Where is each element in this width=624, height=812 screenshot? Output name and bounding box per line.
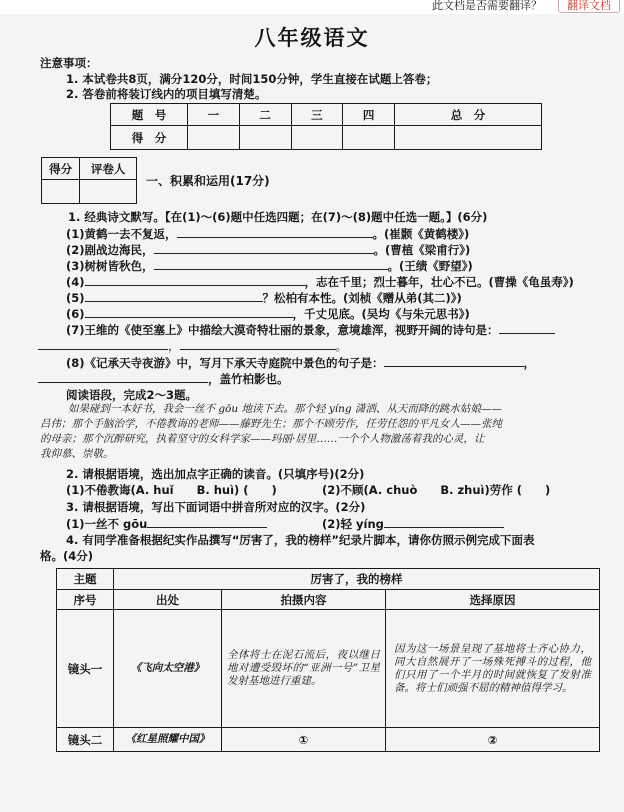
score-header: 二: [239, 104, 291, 126]
answer-blank[interactable]: [499, 322, 555, 334]
translate-question: 此文档是否需要翻译？: [432, 0, 542, 12]
passage-line: 如果碰到一本好书，我会一丝不 gōu 地读下去。那个轻 yíng 潇洒、从天而降的跳水姑娘——: [68, 403, 502, 415]
q4-header: 拍摄内容: [222, 590, 386, 610]
answer-blank[interactable]: [85, 274, 305, 286]
q2-stem: 2. 请根据语境，选出加点字正确的读音。(只填序号)(2分): [66, 467, 365, 481]
q1-line-prefix: (1)黄鹤一去不复返，: [66, 227, 177, 241]
answer-blank[interactable]: [154, 258, 388, 270]
q4-answer-slot[interactable]: ①: [222, 728, 386, 752]
note-item: 1. 本试卷共8页，满分120分，时间150分钟，学生直接在试题上答卷；: [66, 72, 438, 86]
score-cell[interactable]: [239, 126, 291, 150]
q4-table: [56, 568, 600, 752]
score-table: [110, 103, 542, 150]
answer-blank[interactable]: [384, 516, 504, 528]
answer-blank[interactable]: [38, 371, 208, 383]
score-header: 四: [343, 104, 395, 126]
answer-blank[interactable]: [85, 306, 293, 318]
note-item: 2. 答卷前将装订线内的项目填写清楚。: [66, 87, 267, 101]
answer-blank[interactable]: [147, 516, 267, 528]
q4-source: 《红星照耀中国》: [114, 728, 222, 752]
q1-q8: (8)《记承天寺夜游》中，写月下承天寺庭院中景色的句子是：: [66, 356, 384, 370]
answer-blank[interactable]: [154, 242, 374, 254]
score-header: 总 分: [395, 104, 542, 126]
section-heading: 一、积累和运用(17分): [146, 174, 270, 188]
q4-stem-cont: 格。(4分): [40, 549, 94, 563]
q1-line-prefix: (6): [66, 307, 85, 321]
q4-row-label: 镜头一: [57, 610, 114, 728]
score-header: 三: [291, 104, 343, 126]
q1-line-suffix: ？松柏有本性。(刘桢《赠从弟(其二)》): [262, 291, 462, 305]
passage-line: 吕伟；那个手脑治学，不倦教诲的老师——藤野先生；那个不顾劳作，任劳任怨的平凡女人——张纯: [40, 418, 502, 430]
q4-reason: 因为这一场景呈现了基地将士齐心协力，同大自然展开了一场殊死搏斗的过程，他们只用了一个半月的时间就恢复了发射准备。将士们顽强不屈的精神值得学习。: [394, 642, 591, 694]
q3-item: (2)轻 yíng: [322, 517, 384, 531]
exam-page: 八年级语文 注意事项： 1. 本试卷共8页，满分120分，时间150分钟，学生直接在试题上答卷； 2. 答卷前将装订线内的项目填写清楚。 题 号 一 二 三 四 总 分 得 分 得分 评卷人 一、积累和运用(17分) 1. 经典诗文默写。【在(1)～(6)题中任选四题；在(7)～(8)题中任选一题。】(6分) (1)黄鹤一去不复返， 。(崔颢《黄鹤楼》) (2)剧战边海民， 。(曹植《梁甫行》) (3)树树皆秋色， 。(王绩《野望》) (4) ，志在千里；烈士暮年，壮心不已。(曹操《龟虽寿》) (5) ？松柏有本性。(刘桢《赠从弟(其二)》) (6) ，千丈见底。(吴均《与朱元思书》) (7)王维的《使至塞上》中描绘大漠奇特壮丽的景象，意境雄浑，视野开阔的诗句是： ， 。 (8)《记承天寺夜游》中，写月下承天寺庭院中景色的句子是： ， ，盖竹柏影也。 阅读语段，完成2～3题。 如果碰到一本好书，我会一丝不 gōu 地读下去。那个轻 yíng 潇洒、从天而降的跳水姑娘—— 吕伟；那个手脑治学，不倦教诲的老师——藤野先生；那个不顾劳作，任劳任怨的平凡女人——张纯 的母亲；那个沉醉研究，执着坚守的女科学家——玛丽·居里……一个个人物激荡着我的心灵，让 我仰慕、崇敬。 2. 请根据语境，选出加点字正确的读音。(只填序号)(2分) (1)不倦教诲(A. huǐ B. huì) ( ) (2)不顾(A. chuò B. zhuì)劳作 ( ) 3. 请根据语境，写出下面词语中拼音所对应的汉字。(2分) (1)一丝不 gōu (2)轻 yíng 4. 有同学准备根据纪实作品撰写“厉害了，我的榜样”纪录片脚本，请你仿照示例完成下面表 格。(4分) 主题 厉害了，我的榜样 序号 出处 拍摄内容 选择原因 镜头一 《飞向太空港》 全体将士在泥石流后，夜以继日地对遭受毁坏的“亚洲一号”卫星发射基地进行重建。 因为这一场景呈现了基地将士齐心协力，同大自然展开了一场殊死搏斗的过程，他们只用了一个半月的时间就恢复了发射准备。将士们顽强不屈的精神值得学习。 镜头二 《红星照耀中国》 ① ②: [0, 14, 624, 812]
q2-option: (2)不顾(A. chuò B. zhuì)劳作 ( ): [322, 483, 551, 497]
notes-heading: 注意事项：: [40, 56, 98, 70]
q1-line-suffix: 。(曹植《梁甫行》): [373, 243, 471, 257]
q1-line-suffix: 。(王绩《野望》): [387, 259, 473, 273]
q4-header: 序号: [57, 590, 114, 610]
score-cell[interactable]: [291, 126, 343, 150]
reading-intro: 阅读语段，完成2～3题。: [66, 388, 198, 402]
q3-stem: 3. 请根据语境，写出下面词语中拼音所对应的汉字。(2分): [66, 500, 366, 514]
grader-score-cell[interactable]: [42, 180, 80, 204]
q4-content: 全体将士在泥石流后，夜以继日地对遭受毁坏的“亚洲一号”卫星发射基地进行重建。: [227, 649, 380, 687]
translate-bar: [0, 0, 624, 14]
q2-option: (1)不倦教诲(A. huǐ B. huì) ( ): [66, 483, 277, 497]
score-header: 题 号: [111, 104, 188, 126]
answer-blank[interactable]: [38, 338, 168, 350]
q4-header: 选择原因: [386, 590, 600, 610]
answer-blank[interactable]: [384, 355, 524, 367]
page-title: 八年级语文: [254, 25, 370, 50]
q1-line-prefix: (3)树树皆秋色，: [66, 259, 154, 273]
q4-header: 出处: [114, 590, 222, 610]
translate-button[interactable]: 翻译文档: [558, 0, 620, 13]
score-cell[interactable]: [188, 126, 240, 150]
passage-line: 我仰慕、崇敬。: [40, 448, 114, 460]
q3-item: (1)一丝不 gōu: [66, 517, 148, 531]
q4-theme: 厉害了，我的榜样: [114, 569, 600, 590]
q1-line-suffix: ，千丈见底。(吴均《与朱元思书》): [292, 307, 470, 321]
grader-label: 评卷人: [80, 158, 137, 180]
q4-source: 《飞向太空港》: [114, 610, 222, 728]
q4-answer-slot[interactable]: ②: [386, 728, 600, 752]
score-row-label: 得 分: [111, 126, 188, 150]
score-cell[interactable]: [395, 126, 542, 150]
answer-blank[interactable]: [177, 226, 373, 238]
q1-stem: 1. 经典诗文默写。【在(1)～(6)题中任选四题；在(7)～(8)题中任选一题。】(6分): [68, 210, 488, 224]
q4-theme-label: 主题: [57, 569, 114, 590]
q1-line-prefix: (4): [66, 275, 85, 289]
grader-box: [41, 157, 137, 204]
passage-line: 的母亲；那个沉醉研究，执着坚守的女科学家——玛丽·居里……一个个人物激荡着我的心灵，让: [40, 433, 485, 445]
q1-q7: (7)王维的《使至塞上》中描绘大漠奇特壮丽的景象，意境雄浑，视野开阔的诗句是：: [66, 323, 499, 337]
answer-blank[interactable]: [180, 338, 336, 350]
q4-row-label: 镜头二: [57, 728, 114, 752]
q1-line-suffix: 。(崔颢《黄鹤楼》): [372, 227, 470, 241]
score-header: 一: [188, 104, 240, 126]
q1-line-prefix: (2)剧战边海民，: [66, 243, 154, 257]
q1-q8-end: ，盖竹柏影也。: [208, 372, 289, 386]
answer-blank[interactable]: [85, 290, 263, 302]
q1-line-suffix: ，志在千里；烈士暮年，壮心不已。(曹操《龟虽寿》): [304, 275, 574, 289]
grader-score-label: 得分: [42, 158, 80, 180]
q4-stem: 4. 有同学准备根据纪实作品撰写“厉害了，我的榜样”纪录片脚本，请你仿照示例完成下面表: [66, 533, 535, 547]
score-cell[interactable]: [343, 126, 395, 150]
grader-cell[interactable]: [80, 180, 137, 204]
q1-line-prefix: (5): [66, 291, 85, 305]
